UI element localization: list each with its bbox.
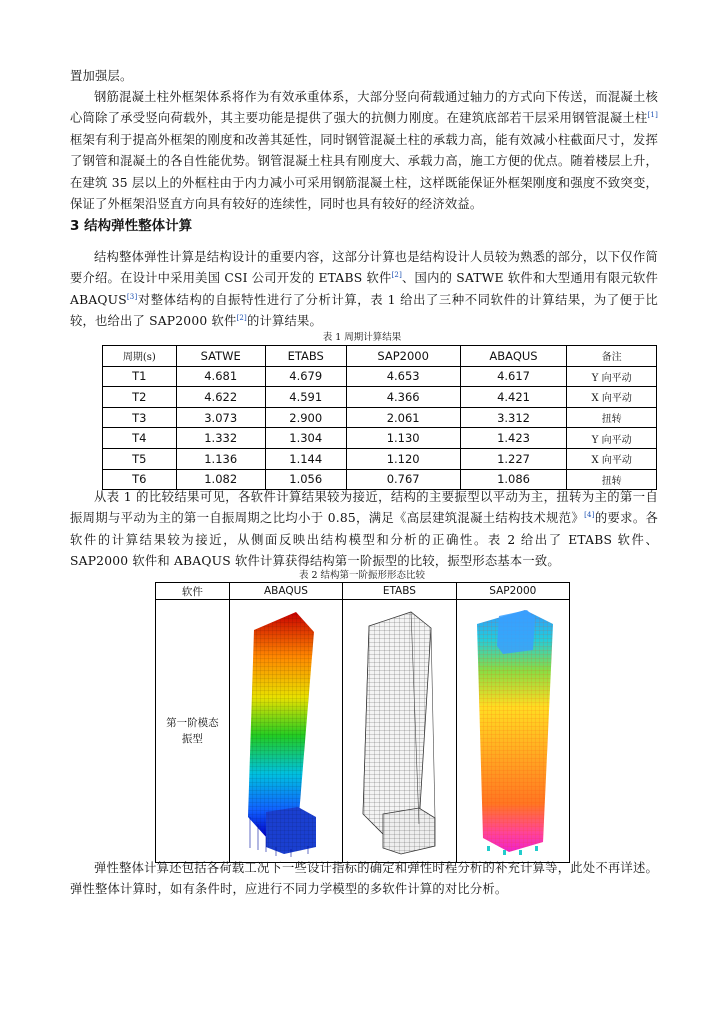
table-cell: 4.679 xyxy=(265,366,346,387)
section-heading: 3 结构弹性整体计算 xyxy=(70,218,193,234)
citation-3[interactable]: [3] xyxy=(126,292,138,301)
table-cell: 2.900 xyxy=(265,407,346,428)
table-cell: 4.653 xyxy=(346,366,460,387)
paragraph-1-text-b: 框架有利于提高外框架的刚度和改善其延性，同时钢管混凝土柱的承载力高，能有效减小柱截面尺寸，发挥了钢管和混凝土的各自性能优势。钢管混凝土柱具有刚度大、承载力高，施工方便的优点。随着楼层上升，在建筑 35 层以上的外框柱由于内力减小可采用钢筋混凝土柱，这样既能保证外框架刚度和强度不致突变，保证了外框架沿竖直方向具有较好的连续性，同时也具有较好的经济效益。 xyxy=(70,132,658,212)
table-cell: 2.061 xyxy=(346,407,460,428)
table-1-header-row xyxy=(103,346,657,367)
table-cell: X 向平动 xyxy=(567,448,657,469)
paragraph-1 xyxy=(70,87,658,215)
table-cell: T5 xyxy=(103,448,177,469)
table-cell: 3.312 xyxy=(460,407,567,428)
table-1-header-etabs: ETABS xyxy=(265,346,346,367)
table-cell: 0.767 xyxy=(346,469,460,490)
table-row xyxy=(103,428,657,449)
table-cell: 扭转 xyxy=(567,407,657,428)
table-cell: 1.120 xyxy=(346,448,460,469)
paragraph-2-text-a: 结构整体弹性计算是结构设计的重要内容，这部分计算也是结构设计人员较为熟悉的部分，以下仅作简要介绍。在设计中采用美国 CSI 公司开发的 ETABS 软件 xyxy=(70,250,658,286)
table-cell: 4.681 xyxy=(176,366,265,387)
abaqus-figure-cell xyxy=(229,600,342,863)
paragraph-2-text-b: 、国内的 SATWE 软件和大型通用有限元软件 ABAQUS xyxy=(70,271,659,307)
sap2000-mode-shape-figure xyxy=(463,602,563,860)
paragraph-3-text-b: 的要求。各软件的计算结果较为接近，从侧面反映出结构模型和分析的正确性。表 2 给出了 ETABS 软件、SAP2000 软件和 ABAQUS 软件计算获得结构第一阶振型的比较，振型形态基本一致。 xyxy=(70,511,658,569)
table-cell: 4.421 xyxy=(460,387,567,408)
table-cell: 1.227 xyxy=(460,448,567,469)
table-1-header-note: 备注 xyxy=(567,346,657,367)
table-2-row-label: 第一阶模态振型 xyxy=(156,600,230,863)
table-2-figure-row xyxy=(156,600,570,863)
table-cell: 4.591 xyxy=(265,387,346,408)
table-1-header-sap2000: SAP2000 xyxy=(346,346,460,367)
table-1-header-abaqus: ABAQUS xyxy=(460,346,567,367)
paragraph-2 xyxy=(70,247,658,333)
table-cell: 3.073 xyxy=(176,407,265,428)
table-cell: T6 xyxy=(103,469,177,490)
paragraph-tail: 置加强层。 xyxy=(70,69,133,83)
citation-1[interactable]: [1] xyxy=(647,111,658,120)
etabs-mode-shape-figure xyxy=(349,602,449,860)
table-1-header-satwe: SATWE xyxy=(176,346,265,367)
table-cell: T4 xyxy=(103,428,177,449)
table-cell: 4.617 xyxy=(460,366,567,387)
citation-4[interactable]: [4] xyxy=(584,511,595,520)
table-1-caption: 表 1 周期计算结果 xyxy=(322,332,402,343)
table-2-header-row xyxy=(156,583,570,600)
citation-2b[interactable]: [2] xyxy=(236,314,247,323)
sap2000-figure-cell xyxy=(456,600,569,863)
table-cell: 1.086 xyxy=(460,469,567,490)
paragraph-3 xyxy=(70,487,658,573)
paragraph-1-text-a: 钢筋混凝土柱外框架体系将作为有效承重体系，大部分竖向荷载通过轴力的方式向下传送，而混凝土核心筒除了承受竖向荷载外，其主要功能是提供了强大的抗侧力刚度。在建筑底部若干层采用钢管混凝土柱 xyxy=(70,90,658,126)
table-cell: 1.332 xyxy=(176,428,265,449)
table-cell: 扭转 xyxy=(567,469,657,490)
table-cell: Y 向平动 xyxy=(567,428,657,449)
table-row xyxy=(103,387,657,408)
table-row xyxy=(103,366,657,387)
etabs-figure-cell xyxy=(343,600,456,863)
table-cell: 1.056 xyxy=(265,469,346,490)
paragraph-3-text-a: 从表 1 的比较结果可见，各软件计算结果较为接近，结构的主要振型以平动为主，扭转为主的第一自振周期与平动为主的第一自振周期之比均小于 0.85，满足《高层建筑混凝土结构技术规范》 xyxy=(70,490,658,526)
citation-2[interactable]: [2] xyxy=(391,271,403,280)
table-2-header-abaqus: ABAQUS xyxy=(229,583,342,600)
paragraph-4: 弹性整体计算还包括各荷载工况下一些设计指标的确定和弹性时程分析的补充计算等，此处不再详述。弹性整体计算时，如有条件时，应进行不同力学模型的多软件计算的对比分析。 xyxy=(70,861,658,897)
table-cell: 1.130 xyxy=(346,428,460,449)
table-cell: 1.136 xyxy=(176,448,265,469)
table-row xyxy=(103,448,657,469)
table-2-mode-shape-comparison xyxy=(155,582,570,863)
table-1-period-results xyxy=(102,345,657,490)
table-cell: T1 xyxy=(103,366,177,387)
table-1-header-period: 周期(s) xyxy=(103,346,177,367)
table-cell: 4.622 xyxy=(176,387,265,408)
table-cell: 4.366 xyxy=(346,387,460,408)
paragraph-2-text-d: 的计算结果。 xyxy=(246,314,322,329)
table-cell: Y 向平动 xyxy=(567,366,657,387)
table-cell: 1.082 xyxy=(176,469,265,490)
table-cell: 1.304 xyxy=(265,428,346,449)
table-cell: 1.423 xyxy=(460,428,567,449)
table-cell: T3 xyxy=(103,407,177,428)
table-2-header-sap2000: SAP2000 xyxy=(456,583,569,600)
paragraph-2-text-c: 对整体结构的自振特性进行了分析计算，表 1 给出了三种不同软件的计算结果，为了便于比较，也给出了 SAP2000 软件 xyxy=(70,292,658,329)
table-cell: 1.144 xyxy=(265,448,346,469)
table-cell: X 向平动 xyxy=(567,387,657,408)
table-cell: T2 xyxy=(103,387,177,408)
table-2-header-software: 软件 xyxy=(156,583,230,600)
table-2-header-etabs: ETABS xyxy=(343,583,456,600)
abaqus-mode-shape-figure xyxy=(236,602,336,860)
table-2-caption: 表 2 结构第一阶振形形态比较 xyxy=(298,570,426,581)
table-row xyxy=(103,407,657,428)
